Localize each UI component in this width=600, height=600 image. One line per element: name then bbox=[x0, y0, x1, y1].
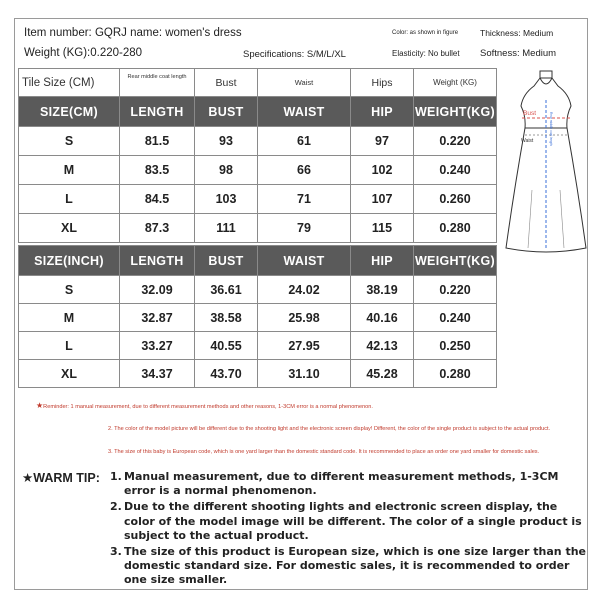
list-item bbox=[110, 545, 590, 588]
table-row bbox=[19, 304, 497, 332]
waist-cell: 24.02 bbox=[258, 276, 351, 304]
size-cell: M bbox=[19, 304, 120, 332]
hip-cell: 38.19 bbox=[351, 276, 414, 304]
tip-number: 3. bbox=[110, 545, 122, 559]
size-cell: XL bbox=[19, 214, 120, 243]
table-row bbox=[19, 214, 497, 243]
size-cell: XL bbox=[19, 360, 120, 388]
item-name-line: Item number: GQRJ name: women's dress bbox=[24, 27, 242, 39]
col-waist: WAIST bbox=[258, 246, 351, 276]
list-item bbox=[110, 470, 590, 498]
col-waist: WAIST bbox=[258, 97, 351, 127]
length-cell: 84.5 bbox=[120, 185, 195, 214]
length-diagram-label: Rear middle coat length bbox=[549, 112, 553, 146]
tip-text: Manual measurement, due to different measurement methods, 1-3CM error is a normal phenomenon. bbox=[124, 470, 559, 498]
reminder-note bbox=[36, 401, 373, 410]
bust-cell: 93 bbox=[195, 127, 258, 156]
hips-label: Hips bbox=[351, 69, 414, 97]
rear-length-label: Rear middle coat length bbox=[120, 69, 195, 97]
tip-number: 2. bbox=[110, 500, 122, 514]
length-cell: 34.37 bbox=[120, 360, 195, 388]
hip-cell: 102 bbox=[351, 156, 414, 185]
col-weight: WEIGHT(KG) bbox=[414, 97, 497, 127]
size-cell: L bbox=[19, 332, 120, 360]
hip-cell: 97 bbox=[351, 127, 414, 156]
tip-text: The size of this product is European size, which is one size larger than the domestic standard size. For domestic sales, it is recommended to order one size smaller. bbox=[124, 545, 587, 587]
cm-header-row bbox=[19, 97, 497, 127]
inch-header-row bbox=[19, 246, 497, 276]
reminder-text: Reminder: 1 manual measurement, due to different measurement methods and other reasons, 1-3CM error is a normal phenomenon. bbox=[43, 404, 373, 410]
bust-cell: 103 bbox=[195, 185, 258, 214]
col-hip: HIP bbox=[351, 97, 414, 127]
weight-range: Weight (KG):0.220-280 bbox=[24, 47, 143, 59]
waist-cell: 25.98 bbox=[258, 304, 351, 332]
hip-cell: 40.16 bbox=[351, 304, 414, 332]
specifications: Specifications: S/M/L/XL bbox=[243, 49, 346, 60]
length-cell: 32.09 bbox=[120, 276, 195, 304]
weight-cell: 0.250 bbox=[414, 332, 497, 360]
dress-diagram bbox=[502, 70, 592, 260]
weight-cell: 0.220 bbox=[414, 276, 497, 304]
weight-label: Weight (KG) bbox=[414, 69, 497, 97]
weight-cell: 0.260 bbox=[414, 185, 497, 214]
warm-tip-title: ★WARM TIP: bbox=[22, 471, 100, 485]
elasticity-spec: Elasticity: No bullet bbox=[392, 49, 460, 58]
col-size: SIZE(INCH) bbox=[19, 246, 120, 276]
size-cell: S bbox=[19, 127, 120, 156]
col-bust: BUST bbox=[195, 97, 258, 127]
tip-text: Due to the different shooting lights and electronic screen display, the color of the model image will be different. The color of a single product is subject to the actual product. bbox=[124, 500, 582, 542]
weight-cell: 0.280 bbox=[414, 214, 497, 243]
size-table-inch bbox=[18, 245, 497, 388]
size-cell: L bbox=[19, 185, 120, 214]
hip-cell: 45.28 bbox=[351, 360, 414, 388]
bust-label: Bust bbox=[195, 69, 258, 97]
softness-spec: Softness: Medium bbox=[480, 48, 557, 59]
weight-cell: 0.220 bbox=[414, 127, 497, 156]
table-row bbox=[19, 360, 497, 388]
col-length: LENGTH bbox=[120, 97, 195, 127]
list-item bbox=[110, 500, 590, 543]
weight-cell: 0.240 bbox=[414, 156, 497, 185]
color-note: 2. The color of the model picture will be different due to the shooting light and the electronic screen display! Different, the color of the single product is subject to the actual product. bbox=[108, 426, 551, 432]
waist-cell: 61 bbox=[258, 127, 351, 156]
col-bust: BUST bbox=[195, 246, 258, 276]
bust-cell: 98 bbox=[195, 156, 258, 185]
size-cell: S bbox=[19, 276, 120, 304]
hip-cell: 42.13 bbox=[351, 332, 414, 360]
weight-cell: 0.280 bbox=[414, 360, 497, 388]
length-cell: 81.5 bbox=[120, 127, 195, 156]
thickness-spec: Thickness: Medium bbox=[480, 28, 554, 38]
waist-label: Waist bbox=[258, 69, 351, 97]
waist-diagram-label: Waist bbox=[521, 138, 534, 144]
waist-cell: 31.10 bbox=[258, 360, 351, 388]
hip-cell: 115 bbox=[351, 214, 414, 243]
size-table-cm bbox=[18, 68, 497, 243]
table-row bbox=[19, 332, 497, 360]
weight-cell: 0.240 bbox=[414, 304, 497, 332]
bust-diagram-label: Bust bbox=[523, 110, 537, 117]
length-cell: 83.5 bbox=[120, 156, 195, 185]
length-cell: 33.27 bbox=[120, 332, 195, 360]
bust-cell: 43.70 bbox=[195, 360, 258, 388]
bust-cell: 38.58 bbox=[195, 304, 258, 332]
cm-subheader-row bbox=[19, 69, 497, 97]
waist-cell: 27.95 bbox=[258, 332, 351, 360]
size-note: 3. The size of this baby is European code, which is one yard larger than the domestic standard code. It is recommended to place an order one yard smaller for domestic sales. bbox=[108, 449, 540, 455]
warm-tip-list bbox=[110, 470, 590, 590]
bust-cell: 40.55 bbox=[195, 332, 258, 360]
table-row bbox=[19, 156, 497, 185]
col-length: LENGTH bbox=[120, 246, 195, 276]
bust-cell: 36.61 bbox=[195, 276, 258, 304]
tile-size-label: Tile Size (CM) bbox=[19, 69, 120, 97]
tip-number: 1. bbox=[110, 470, 122, 483]
length-cell: 87.3 bbox=[120, 214, 195, 243]
table-row bbox=[19, 276, 497, 304]
waist-cell: 71 bbox=[258, 185, 351, 214]
size-cell: M bbox=[19, 156, 120, 185]
waist-cell: 66 bbox=[258, 156, 351, 185]
col-hip: HIP bbox=[351, 246, 414, 276]
col-weight: WEIGHT(KG) bbox=[414, 246, 497, 276]
hip-cell: 107 bbox=[351, 185, 414, 214]
waist-cell: 79 bbox=[258, 214, 351, 243]
table-row bbox=[19, 127, 497, 156]
bust-cell: 111 bbox=[195, 214, 258, 243]
color-spec: Color: as shown in figure bbox=[392, 30, 459, 36]
col-size: SIZE(CM) bbox=[19, 97, 120, 127]
table-row bbox=[19, 185, 497, 214]
length-cell: 32.87 bbox=[120, 304, 195, 332]
star-icon: ★ bbox=[36, 401, 44, 410]
